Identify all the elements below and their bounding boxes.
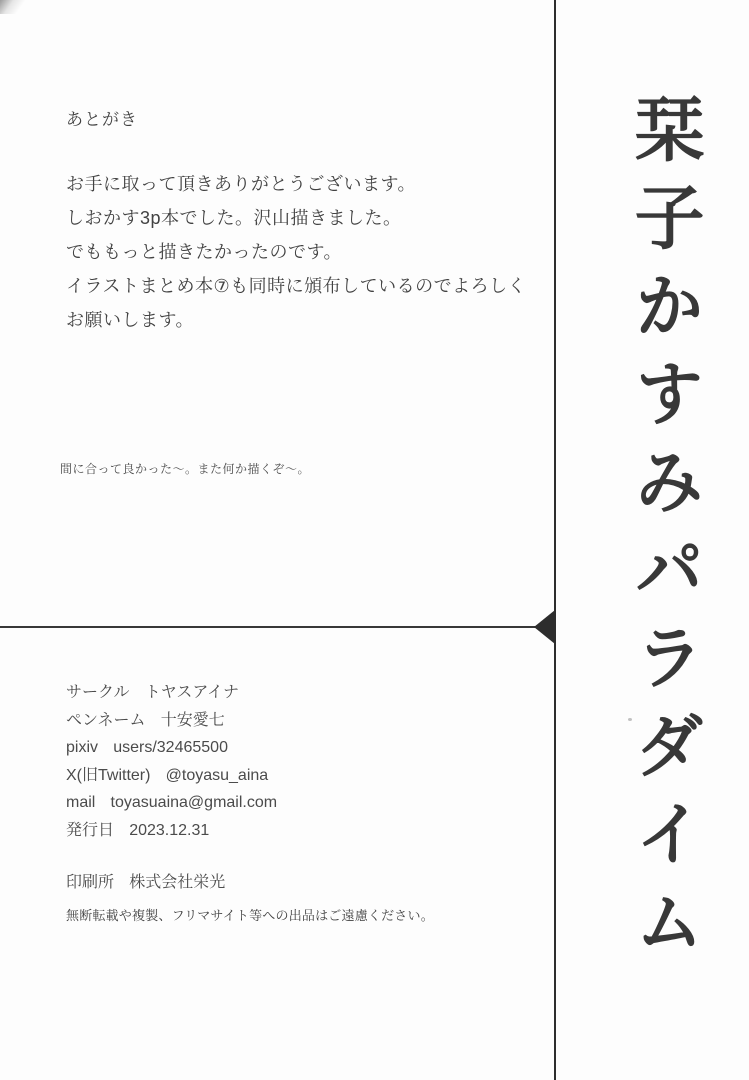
colophon-value: 2023.12.31 — [129, 821, 210, 839]
colophon-row-circle — [66, 679, 526, 707]
colophon-section — [66, 679, 526, 929]
colophon-value: toyasuaina@gmail.com — [110, 794, 278, 811]
afterword-body — [66, 167, 536, 337]
colophon-label: 発行日 — [66, 821, 115, 839]
scan-artifact-speck — [628, 718, 632, 721]
colophon-label: 印刷所 — [66, 874, 115, 891]
reproduction-notice: 無断転載や複製、フリマサイト等への出品はご遠慮ください。 — [66, 907, 434, 923]
afterword-small-note: 間に合って良かった～。また何か描くぞ～。 — [60, 462, 311, 476]
colophon-value: @toyasu_aina — [165, 766, 269, 784]
colophon-value: users/32465500 — [113, 739, 228, 756]
colophon-label: ペンネーム — [66, 711, 146, 729]
afterword-heading: あとがき — [66, 110, 138, 129]
afterword-line: お手に取って頂きありがとうございます。 — [66, 174, 417, 194]
colophon-value: トヤスアイナ — [144, 684, 239, 701]
book-title-vertical: 栞子かすみパラダイム — [624, 93, 701, 973]
divider-arrow-marker — [534, 610, 555, 644]
colophon-label: pixiv — [66, 739, 99, 756]
colophon-value: 株式会社栄光 — [129, 874, 226, 891]
colophon-row-printer — [66, 869, 526, 897]
title-column-rule — [554, 0, 556, 1080]
colophon-value: 十安愛七 — [160, 711, 225, 729]
colophon-row-twitter — [66, 762, 526, 790]
colophon-label: サークル — [66, 684, 130, 701]
scan-artifact-corner — [0, 0, 30, 14]
afterword-line: お願いします。 — [66, 310, 195, 330]
colophon-label: X(旧Twitter) — [66, 766, 151, 784]
section-divider-line — [0, 626, 555, 628]
colophon-row-pubdate — [66, 817, 526, 845]
afterword-line: でももっと描きたかったのです。 — [66, 242, 343, 262]
colophon-row-mail — [66, 789, 526, 817]
afterword-line: イラストまとめ本⑦も同時に頒布しているのでよろしく — [66, 276, 527, 296]
afterword-line: しおかす3p本でした。沢山描きました。 — [66, 208, 402, 228]
colophon-row-pixiv — [66, 734, 526, 762]
colophon-label: mail — [66, 794, 96, 811]
colophon-row-penname — [66, 707, 526, 735]
